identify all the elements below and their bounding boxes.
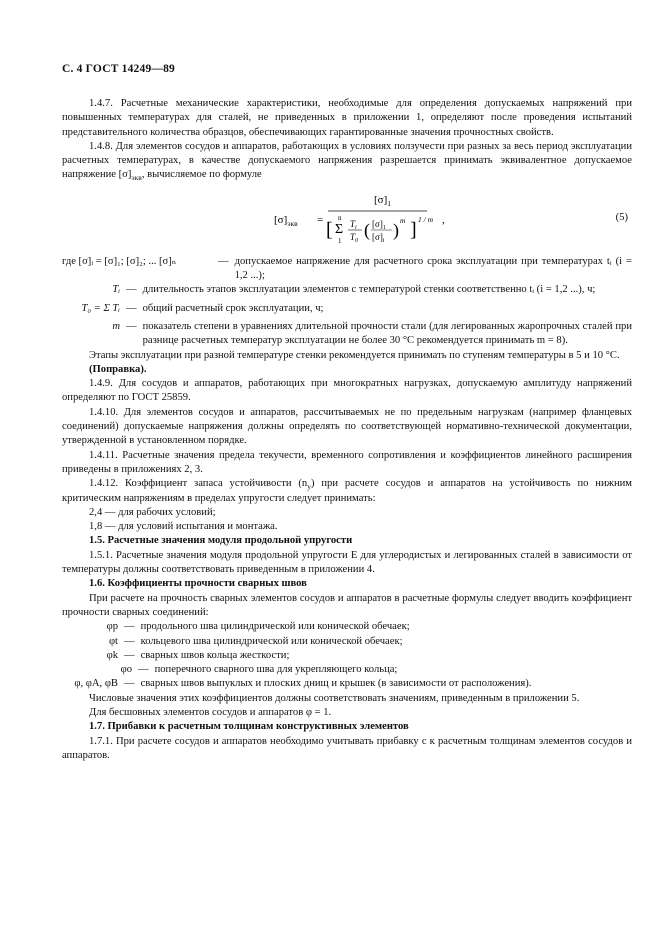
formula-inner-denominator: $[\sigma]_i$ bbox=[372, 231, 385, 244]
paragraph-1-4-7: 1.4.7. Расчетные механические характеристики, необходимые для определения допускаемых напряжений при повышенных температурах для сталей, не приведенных в приложении 1, определяют после проведения испытаний представительного количества образцов, обеспечивающих гарантированные значения прочностных свойств. bbox=[62, 98, 632, 138]
formula-sum-lower: 1 bbox=[338, 236, 342, 245]
formula-comma: , bbox=[442, 213, 445, 226]
formula-bracket-right: ] bbox=[410, 218, 417, 241]
formula-t0: $T_0$ bbox=[350, 231, 359, 244]
document-body bbox=[62, 97, 632, 763]
formula-exponent-m: m bbox=[400, 215, 406, 225]
definition-t0: T₀ = Σ Tᵢ — общий расчетный срок эксплуатации, ч; bbox=[81, 302, 324, 314]
paragraph-1-4-11: 1.4.11. Расчетные значения предела текучести, временного сопротивления и коэффициентов линейного расширения приведены в приложениях 2, 3. bbox=[62, 449, 632, 475]
formula-bracket-left: [ bbox=[326, 218, 333, 241]
coefficient-phi-o: φo — поперечного сварного шва для укрепляющего кольца; bbox=[120, 664, 398, 676]
section-1-6-heading: 1.6. Коэффициенты прочности сварных швов bbox=[89, 578, 307, 590]
symbol-definitions bbox=[62, 255, 632, 349]
formula-equals: = bbox=[317, 213, 324, 226]
factor-working: 2,4 — для рабочих условий; bbox=[89, 506, 216, 518]
section-1-5-heading: 1.5. Расчетные значения модуля продольной упругости bbox=[89, 535, 353, 547]
formula-5 bbox=[62, 189, 632, 251]
page-header: С. 4 ГОСТ 14249—89 bbox=[62, 63, 175, 75]
coefficient-phi-heads: φ, φA, φB — сварных швов выпуклых и плоских днищ и крышек (в зависимости от расположения). bbox=[74, 678, 532, 690]
paragraph-1-6-intro: При расчете на прочность сварных элементов сосудов и аппаратов в расчетные формулы следует вводить коэффициент прочности сварных соединений: bbox=[62, 592, 632, 618]
formula-sum-upper: n bbox=[338, 213, 342, 222]
formula-lhs: $[\sigma]_{экв}$ bbox=[274, 213, 298, 228]
paragraph-1-4-8: 1.4.8. Для элементов сосудов и аппаратов, работающих в условиях ползучести при разных за весь период эксплуатации расчетных температурах, в качестве допускаемого напряжения разрешается принимать эквивалентное допускаемое напряжение $[\sigma]_{экв}$, вычисляемое по формуле bbox=[62, 140, 632, 183]
formula-sum-sign: Σ bbox=[335, 221, 344, 237]
formula-paren-left: ( bbox=[364, 219, 370, 240]
coefficient-phi-t: φt — кольцевого шва цилиндрической или конической обечаек; bbox=[108, 635, 403, 647]
paragraph-1-4-12: 1.4.12. Коэффициент запаса устойчивости $(n_y)$ при расчете сосудов и аппаратов на устойчивость по нижним критическим напряжениям в пределах упругости следует принимать: bbox=[62, 478, 632, 504]
formula-5-graphic bbox=[62, 189, 632, 251]
coefficient-phi-p: φp — продольного шва цилиндрической или конической обечаек; bbox=[106, 621, 410, 633]
factor-testing: 1,8 — для условий испытания и монтажа. bbox=[89, 521, 278, 533]
paragraph-1-6-seamless: Для бесшовных элементов сосудов и аппаратов φ = 1. bbox=[89, 706, 332, 718]
paragraph-1-4-9: 1.4.9. Для сосудов и аппаратов, работающих при многократных нагрузках, допускаемую амплитуду напряжений определяют по ГОСТ 25859. bbox=[62, 378, 632, 404]
amendment-note: (Поправка). bbox=[89, 363, 147, 375]
coefficient-phi-k: φk — сварных швов кольца жесткости; bbox=[106, 649, 290, 661]
weld-coefficients-list bbox=[62, 620, 632, 691]
paragraph-1-5-1: 1.5.1. Расчетные значения модуля продольной упругости E для углеродистых и легированных сталей в зависимости от температуры должны соответствовать приведенным в приложении 4. bbox=[62, 549, 632, 576]
paragraph-stages: Этапы эксплуатации при разной температуре стенки рекомендуется принимать по ступеням температуры в 5 и 10 °С. bbox=[89, 349, 620, 361]
paragraph-1-4-10: 1.4.10. Для элементов сосудов и аппаратов, рассчитываемых не по предельным нагрузкам (например фланцевых соединений) допускаемые напряжения должны определять по соответствующей нормативно-технической документации, утвержденной в установленном порядке. bbox=[62, 406, 632, 447]
section-1-7-heading: 1.7. Прибавки к расчетным толщинам конструктивных элементов bbox=[89, 721, 409, 733]
paragraph-1-7-1: 1.7.1. При расчете сосудов и аппаратов необходимо учитывать прибавку c к расчетным толщинам элементов сосудов и аппаратов. bbox=[62, 735, 632, 761]
formula-numerator: $[\sigma]_1$ bbox=[374, 193, 392, 208]
paragraph-1-6-values: Числовые значения этих коэффициентов должны соответствовать значениям, приведенным в приложении 5. bbox=[89, 692, 580, 704]
formula-ti: $T_i$ bbox=[350, 218, 357, 231]
formula-exponent-outer: 1 / m bbox=[418, 214, 433, 224]
definition-m: m — показатель степени в уравнениях длительной прочности стали (для легированных жаропрочных сталей при разнице расчетных температур эксплуатации не более 30 °С рекомендуется принимать m = 8). bbox=[112, 320, 632, 347]
formula-number: (5) bbox=[615, 211, 628, 223]
definition-ti: Tᵢ — длительность этапов эксплуатации элементов с температурой стенки соответственно tᵢ (i = 1,2 ...), ч; bbox=[112, 284, 596, 296]
formula-inner-numerator: $[\sigma]_1$ bbox=[372, 218, 386, 231]
definition-sigma-i: где [σ]ᵢ = [σ]₁; [σ]₂; ... [σ]ₙ — допускаемое напряжение для расчетного срока эксплуатации при температурах tᵢ (i = 1,2 ...); bbox=[62, 255, 632, 282]
formula-paren-right: ) bbox=[393, 219, 399, 240]
